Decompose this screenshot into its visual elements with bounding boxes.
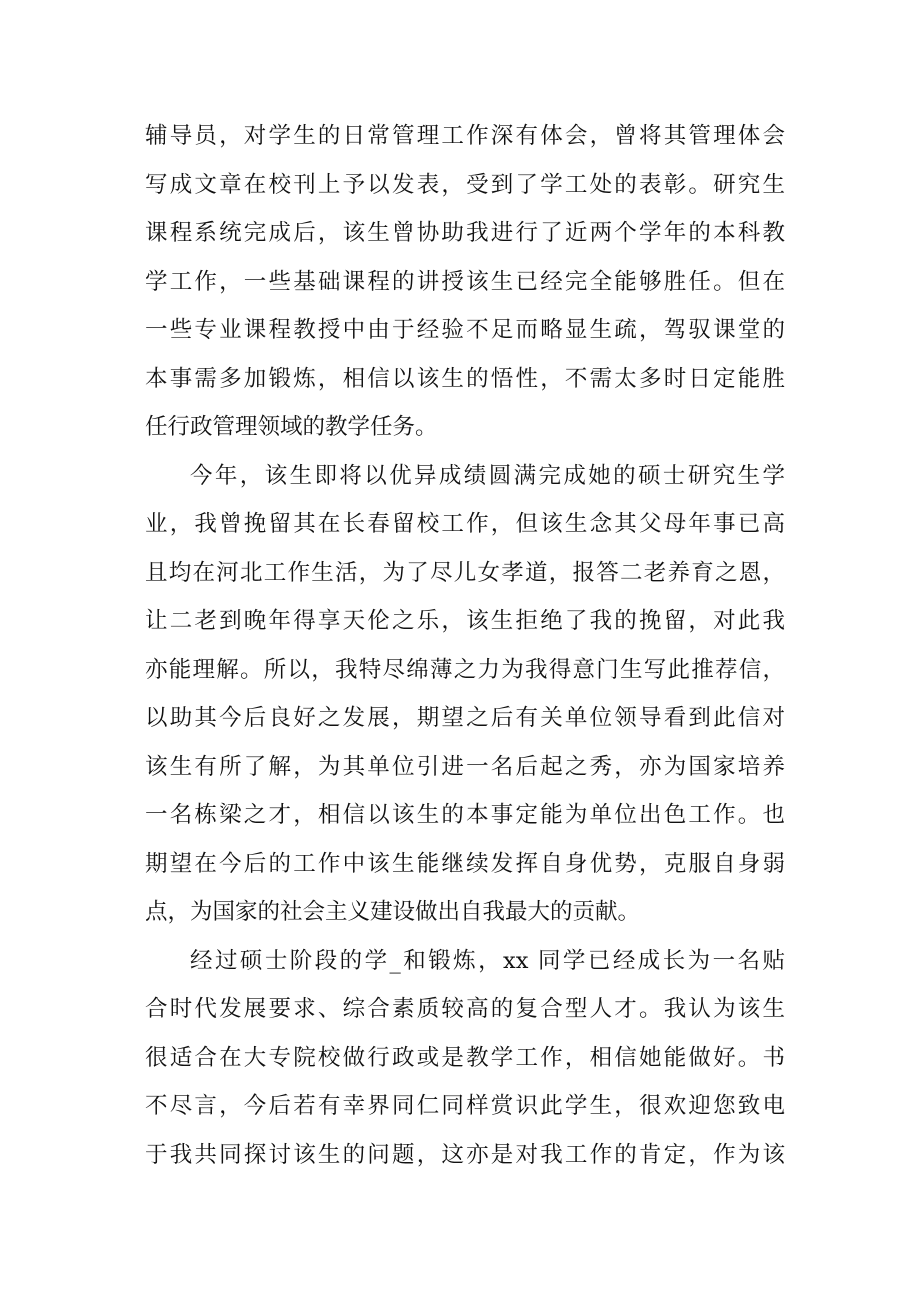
text-line: 业，我曾挽留其在长春留校工作，但该生念其父母年事已高 xyxy=(145,511,785,537)
text-line: 合时代发展要求、综合素质较高的复合型人才。我认为该生 xyxy=(145,996,785,1022)
text-line: 且均在河北工作生活，为了尽儿女孝道，报答二老养育之恩， xyxy=(145,559,785,586)
paragraph-3 xyxy=(145,937,785,1180)
paragraph-2 xyxy=(145,452,785,937)
text-line: 一名栋梁之才，相信以该生的本事定能为单位出色工作。也 xyxy=(145,802,785,828)
letter-body xyxy=(145,112,785,1179)
text-line: 本事需多加锻炼，相信以该生的悟性，不需太多时日定能胜 xyxy=(145,365,785,392)
text-line: 不尽言，今后若有幸界同仁同样赏识此学生，很欢迎您致电 xyxy=(145,1093,785,1119)
text-line: 一些专业课程教授中由于经验不足而略显生疏，驾驭课堂的 xyxy=(145,317,785,343)
text-line: 以助其今后良好之发展，期望之后有关单位领导看到此信对 xyxy=(145,705,785,731)
text-line: 很适合在大专院校做行政或是教学工作，相信她能做好。书 xyxy=(145,1044,785,1071)
text-line: 学工作，一些基础课程的讲授该生已经完全能够胜任。但在 xyxy=(145,268,785,295)
text-line: 今年，该生即将以优异成绩圆满完成她的硕士研究生学 xyxy=(190,462,785,489)
text-line: 该生有所了解，为其单位引进一名后起之秀，亦为国家培养 xyxy=(145,753,785,780)
text-line: 写成文章在校刊上予以发表，受到了学工处的表彰。研究生 xyxy=(145,171,785,198)
text-line: 点，为国家的社会主义建设做出自我最大的贡献。 xyxy=(145,899,641,925)
text-line: 期望在今后的工作中该生能继续发挥自身优势，克服自身弱 xyxy=(145,850,785,877)
text-line: 课程系统完成后，该生曾协助我进行了近两个学年的本科教 xyxy=(145,220,785,246)
text-line: 经过硕士阶段的学_和锻炼，xx 同学已经成长为一名贴 xyxy=(190,947,785,974)
paragraph-1 xyxy=(145,112,785,452)
text-line: 辅导员，对学生的日常管理工作深有体会，曾将其管理体会 xyxy=(145,123,785,149)
text-line: 让二老到晚年得享天伦之乐，该生拒绝了我的挽留，对此我 xyxy=(145,608,785,634)
text-line: 亦能理解。所以，我特尽绵薄之力为我得意门生写此推荐信， xyxy=(145,656,785,683)
text-line: 于我共同探讨该生的问题，这亦是对我工作的肯定，作为该 xyxy=(145,1141,785,1168)
text-line: 任行政管理领域的教学任务。 xyxy=(145,414,438,440)
